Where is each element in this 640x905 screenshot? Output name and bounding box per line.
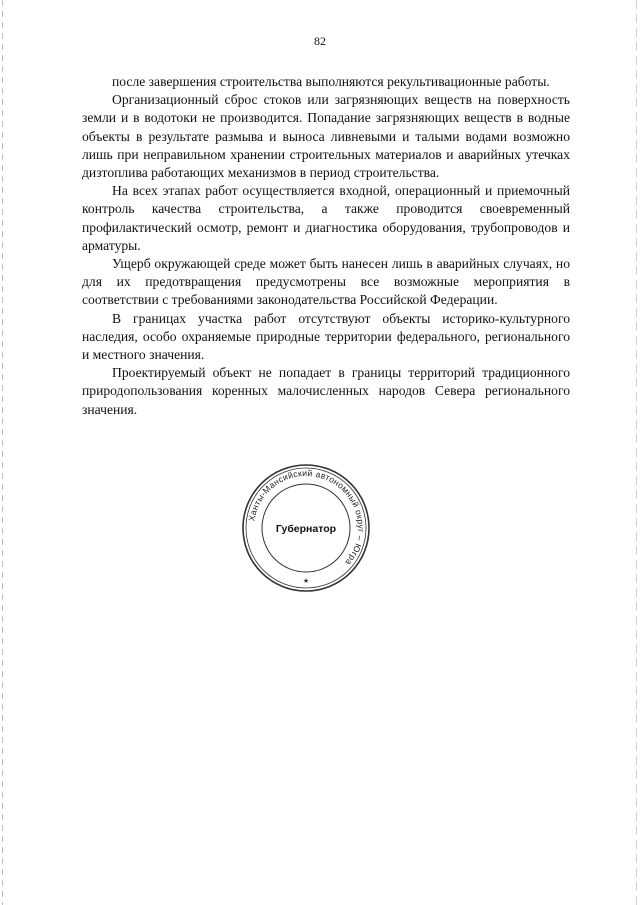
paragraph: В границах участка работ отсутствуют объекты историко-культурного наследия, особо охраняемые природные территории федерального, регионального и местного значения. <box>82 310 570 363</box>
stamp-seal <box>240 462 372 594</box>
paragraph: На всех этапах работ осуществляется входной, операционный и приемочный контроль качества строительства, а также проводится своевременный профилактический осмотр, ремонт и диагностика оборудования, трубопроводов и арматуры. <box>82 183 570 253</box>
paragraph: после завершения строительства выполняются рекультивационные работы. <box>112 74 550 89</box>
scan-edge-right <box>636 0 637 905</box>
paragraph: Ущерб окружающей среде может быть нанесен лишь в аварийных случаях, но для их предотвращения предусмотрены все возможные мероприятия в соответствии с требованиями законодательства Российской Федерации. <box>82 256 570 308</box>
stamp-star-icon: ★ <box>302 577 310 585</box>
scan-edge-left <box>2 0 3 905</box>
official-stamp <box>240 462 372 594</box>
body-text <box>82 73 570 419</box>
paragraph: Проектируемый объект не попадает в границы территорий традиционного природопользования коренных малочисленных народов Севера регионального значения. <box>82 365 570 417</box>
page-number: 82 <box>314 34 326 48</box>
stamp-ring-text: Ханты-Мансийский автономный округ – Югра <box>246 467 367 568</box>
paragraph: Организационный сброс стоков или загрязняющих веществ на поверхность земли и в водотоки не производится. Попадание загрязняющих веществ в водные объекты в результате размыва и выноса ливневыми и талыми водами возможно лишь при неправильном хранении строительных материалов и аварийных утечках дизтоплива работающих механизмов в период строительства. <box>82 92 570 181</box>
stamp-center-text: Губернатор <box>275 523 337 535</box>
svg-text:Ханты-Мансийский автономный ок <box>246 468 366 568</box>
